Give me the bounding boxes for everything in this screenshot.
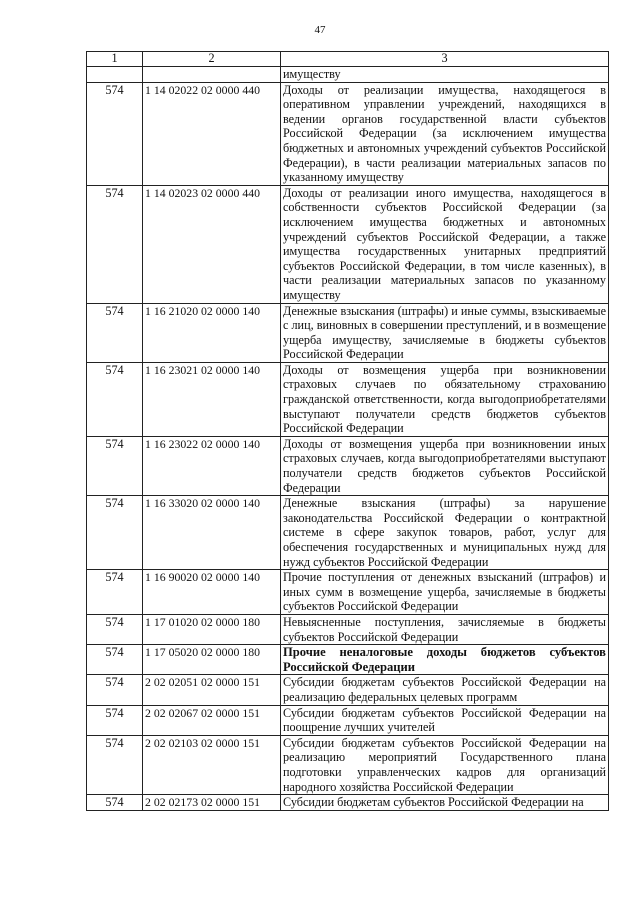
revenue-description-cell: Субсидии бюджетам субъектов Российской Федерации на xyxy=(281,795,609,811)
revenue-description-cell: Невыясненные поступления, зачисляемые в бюджеты субъектов Российской Федерации xyxy=(281,614,609,644)
revenue-description-cell: Прочие поступления от денежных взысканий (штрафов) и иных сумм в возмещение ущерба, зачисляемые в бюджеты субъектов Российской Федерации xyxy=(281,570,609,615)
revenue-description-cell: Денежные взыскания (штрафы) за нарушение законодательства Российской Федерации о контрактной системе в сфере закупок товаров, работ, услуг для обеспечения государственных и муниципальных нужд для нужд субъектов Российской Федерации xyxy=(281,496,609,570)
table-row xyxy=(87,614,609,644)
admin-code-cell: 574 xyxy=(87,645,143,675)
budget-code-cell: 1 17 01020 02 0000 180 xyxy=(143,614,281,644)
table-row xyxy=(87,795,609,811)
table-row xyxy=(87,362,609,436)
admin-code-cell: 574 xyxy=(87,185,143,303)
table-row xyxy=(87,645,609,675)
admin-code-cell: 574 xyxy=(87,496,143,570)
table-row xyxy=(87,570,609,615)
table-row xyxy=(87,675,609,705)
budget-revenue-table xyxy=(86,51,609,811)
column-header-1: 1 xyxy=(87,52,143,67)
admin-code-cell: 574 xyxy=(87,570,143,615)
admin-code-cell: 574 xyxy=(87,82,143,185)
column-header-2: 2 xyxy=(143,52,281,67)
table-row xyxy=(87,496,609,570)
table-row xyxy=(87,185,609,303)
revenue-description-cell: Субсидии бюджетам субъектов Российской Федерации на поощрение лучших учителей xyxy=(281,705,609,735)
admin-code-cell: 574 xyxy=(87,303,143,362)
budget-code-cell: 1 16 23022 02 0000 140 xyxy=(143,436,281,495)
table-row xyxy=(87,82,609,185)
budget-code-cell: 1 16 23021 02 0000 140 xyxy=(143,362,281,436)
budget-code-cell: 2 02 02173 02 0000 151 xyxy=(143,795,281,811)
admin-code-cell: 574 xyxy=(87,795,143,811)
table-row xyxy=(87,735,609,794)
table-header-row xyxy=(87,52,609,67)
continuation-text: имуществу xyxy=(281,67,609,83)
continuation-row xyxy=(87,67,609,83)
budget-code-cell: 1 17 05020 02 0000 180 xyxy=(143,645,281,675)
revenue-description-cell: Денежные взыскания (штрафы) и иные суммы, взыскиваемые с лиц, виновных в совершении преступлений, и в возмещение ущерба имуществу, зачисляемые в бюджеты субъектов Российской Федерации xyxy=(281,303,609,362)
admin-code-cell: 574 xyxy=(87,675,143,705)
revenue-description-cell: Прочие неналоговые доходы бюджетов субъектов Российской Федерации xyxy=(281,645,609,675)
budget-code-cell: 1 16 21020 02 0000 140 xyxy=(143,303,281,362)
revenue-description-cell: Доходы от реализации иного имущества, находящегося в собственности субъектов Российской Федерации (за исключением имущества бюджетных и автономных учреждений субъектов Российской Федерации, а также имущества государственных унитарных предприятий субъектов Российской Федерации, в том числе казенных), в части реализации материальных запасов по указанному имуществу xyxy=(281,185,609,303)
table-row xyxy=(87,436,609,495)
revenue-description-cell: Доходы от возмещения ущерба при возникновении страховых случаев по обязательному страхованию гражданской ответственности, когда выгодоприобретателями выступают получатели средств бюджетов субъектов Российской Федерации xyxy=(281,362,609,436)
admin-code-cell: 574 xyxy=(87,705,143,735)
column-header-3: 3 xyxy=(281,52,609,67)
admin-code-cell: 574 xyxy=(87,436,143,495)
revenue-description-cell: Доходы от реализации имущества, находящегося в оперативном управлении учреждений, находящихся в ведении органов государственной власти субъектов Российской Федерации (за исключением имущества бюджетных и автономных учреждений субъектов Российской Федерации), в части реализации материальных запасов по указанному имуществу xyxy=(281,82,609,185)
budget-code-cell: 1 16 33020 02 0000 140 xyxy=(143,496,281,570)
budget-code-cell: 2 02 02067 02 0000 151 xyxy=(143,705,281,735)
budget-code-cell: 2 02 02051 02 0000 151 xyxy=(143,675,281,705)
budget-code-cell: 1 16 90020 02 0000 140 xyxy=(143,570,281,615)
revenue-description-cell: Субсидии бюджетам субъектов Российской Федерации на реализацию федеральных целевых программ xyxy=(281,675,609,705)
budget-code-cell: 2 02 02103 02 0000 151 xyxy=(143,735,281,794)
revenue-description-cell: Доходы от возмещения ущерба при возникновении иных страховых случаев, когда выгодоприобретателями выступают получатели средств бюджетов субъектов Российской Федерации xyxy=(281,436,609,495)
empty-cell xyxy=(87,67,143,83)
budget-code-cell: 1 14 02023 02 0000 440 xyxy=(143,185,281,303)
table-row xyxy=(87,303,609,362)
admin-code-cell: 574 xyxy=(87,614,143,644)
admin-code-cell: 574 xyxy=(87,362,143,436)
table-row xyxy=(87,705,609,735)
empty-cell xyxy=(143,67,281,83)
budget-code-cell: 1 14 02022 02 0000 440 xyxy=(143,82,281,185)
admin-code-cell: 574 xyxy=(87,735,143,794)
revenue-description-cell: Субсидии бюджетам субъектов Российской Федерации на реализацию мероприятий Государственного плана подготовки управленческих кадров для организаций народного хозяйства Российской Федерации xyxy=(281,735,609,794)
page-number: 47 xyxy=(314,24,326,36)
